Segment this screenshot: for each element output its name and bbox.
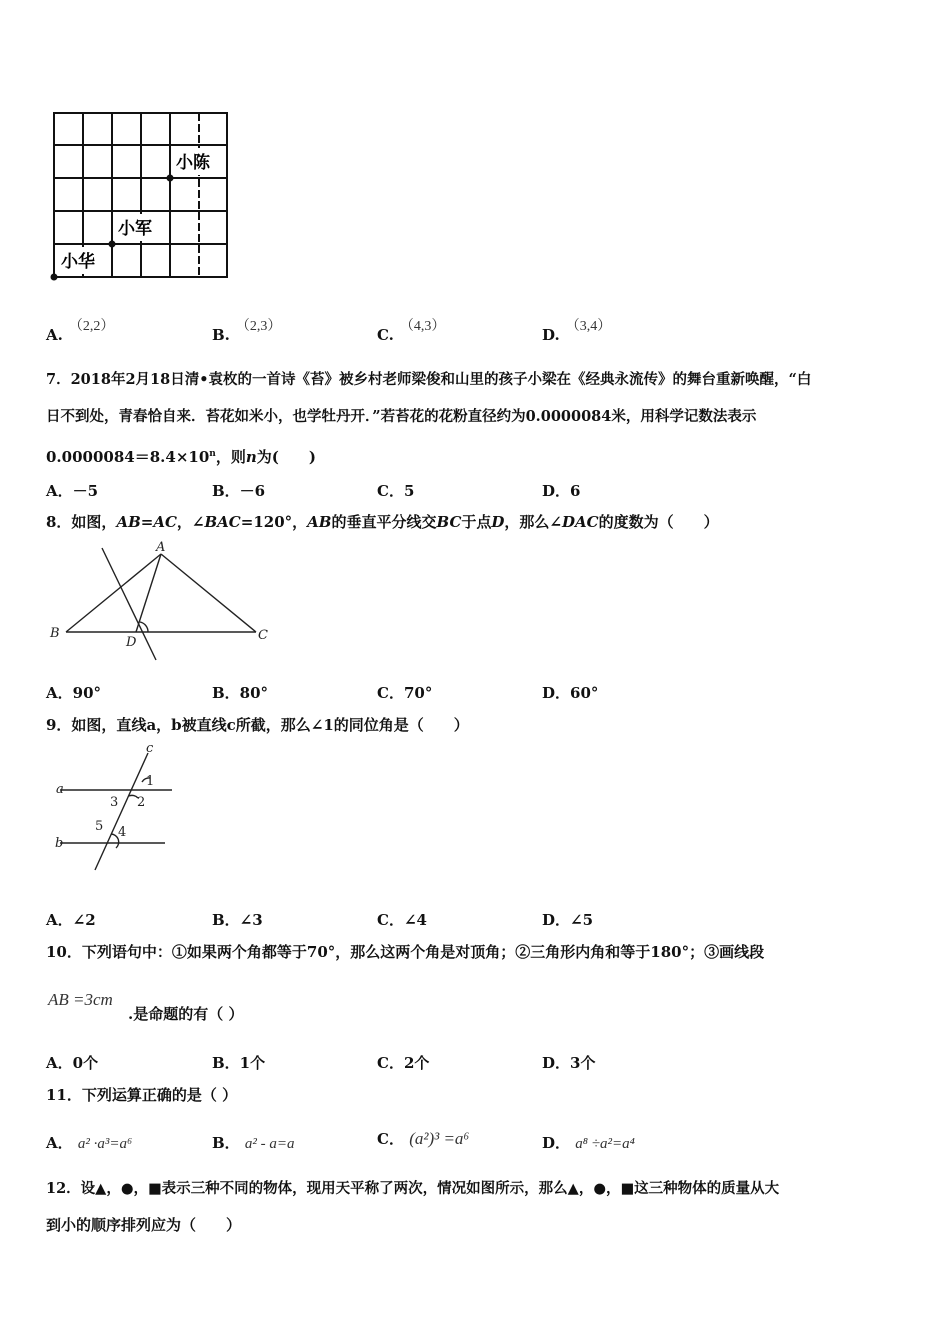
q7-line3: [46, 445, 316, 466]
angle-5-label: 5: [95, 819, 104, 834]
q8-text: 于点: [461, 513, 492, 531]
q8-math: BC: [436, 513, 462, 531]
q8-option-d[interactable]: D．60°: [542, 684, 599, 702]
q8-question: [46, 513, 719, 531]
q11-question: 11．下列运算正确的是（ ）: [46, 1086, 238, 1104]
q8-text: =120°，: [240, 513, 308, 531]
option-d[interactable]: [542, 319, 612, 345]
q8-text: ，∠: [176, 513, 205, 531]
point-c-label: C: [258, 628, 268, 643]
option-letter: D．: [542, 1134, 571, 1152]
grid-figure: [50, 110, 235, 282]
q7-option-d[interactable]: D．6: [542, 482, 581, 500]
option-value: （4,3）: [399, 319, 446, 334]
option-value: （2,2）: [68, 319, 115, 334]
option-letter: C.: [377, 326, 394, 344]
q7-option-a[interactable]: A．－5: [46, 482, 99, 500]
point-a-label: A: [156, 540, 166, 555]
option-formula: (a²)³ =a⁶: [409, 1129, 470, 1148]
angle-1-label: 1: [146, 774, 155, 789]
option-value: （3,4）: [565, 319, 612, 334]
q7-text: ，则: [215, 448, 246, 466]
q10-option-b[interactable]: B．1个: [212, 1054, 266, 1072]
option-letter: A.: [46, 326, 63, 344]
line-c-label: c: [146, 741, 154, 756]
q8-math: AB: [307, 513, 332, 531]
angle-4-label: 4: [118, 825, 127, 840]
q10-option-c[interactable]: C．2个: [377, 1054, 430, 1072]
q10-formula: AB =3cm: [48, 990, 113, 1009]
q12-line1: 12．设▲，●，■表示三种不同的物体，现用天平称了两次，情况如图所示，那么▲，●，■这三种物体的质量从大: [46, 1180, 780, 1197]
q12-line2: 到小的顺序排列应为（ ）: [46, 1216, 242, 1234]
q10-option-d[interactable]: D．3个: [542, 1054, 596, 1072]
option-letter: A．: [46, 1134, 73, 1152]
line-b-label: b: [55, 836, 64, 851]
q7-expression: 0.0000084＝8.4×10: [46, 448, 210, 466]
q11-option-b[interactable]: [212, 1132, 295, 1153]
q7-line2: 日不到处，青春恰自来．苔花如米小，也学牡丹开．”若苔花的花粉直径约为0.0000084米，用科学记数法表示: [46, 408, 757, 425]
q8-option-c[interactable]: C．70°: [377, 684, 433, 702]
q8-text: 的度数为（ ）: [598, 513, 719, 531]
option-letter: C．: [377, 1130, 404, 1148]
angle-3-label: 3: [110, 795, 119, 810]
option-a[interactable]: [46, 319, 115, 345]
option-formula: a² ·a³=a⁶: [77, 1136, 133, 1152]
q8-option-b[interactable]: B．80°: [212, 684, 269, 702]
q9-option-a[interactable]: A．∠2: [46, 911, 96, 929]
label-xiaochen: 小陈: [176, 153, 210, 173]
option-b[interactable]: [212, 319, 282, 345]
q10-line1: 10．下列语句中：①如果两个角都等于70°，那么这两个角是对顶角；②三角形内角和等于180°；③画线段: [46, 943, 765, 961]
option-formula: a² - a=a: [244, 1136, 295, 1152]
option-letter: D.: [542, 326, 560, 344]
q11-option-c[interactable]: [377, 1128, 469, 1149]
q8-math: DAC: [562, 513, 599, 531]
option-value: （2,3）: [235, 319, 282, 334]
q9-option-c[interactable]: C．∠4: [377, 911, 427, 929]
q7-option-c[interactable]: C．5: [377, 482, 415, 500]
line-a-label: a: [56, 782, 64, 797]
q8-option-a[interactable]: A．90°: [46, 684, 102, 702]
q7-text: 为( ): [256, 448, 316, 466]
q8-text: 的垂直平分线交: [331, 513, 437, 531]
point-b-label: B: [50, 626, 60, 641]
q7-line1: 7．2018年2月18日清•袁枚的一首诗《苔》被乡村老师梁俊和山里的孩子小梁在《经典永流传》的舞台重新唤醒，“白: [46, 371, 812, 388]
option-letter: B．: [212, 1134, 240, 1152]
q8-math: BAC: [204, 513, 241, 531]
q7-option-b[interactable]: B．－6: [212, 482, 266, 500]
triangle-figure: [46, 538, 274, 664]
point-d-label: D: [126, 635, 137, 650]
q8-math: D: [491, 513, 505, 531]
q8-text: ，那么∠: [504, 513, 562, 531]
angle-2-label: 2: [137, 795, 146, 810]
q8-math: AB=AC: [116, 513, 177, 531]
parallel-lines-figure: [50, 738, 180, 873]
q7-exponent: n: [209, 449, 216, 459]
label-xiaojun: 小军: [118, 219, 152, 239]
q7-variable: n: [245, 448, 257, 466]
q11-option-a[interactable]: [46, 1132, 132, 1153]
q9-question: 9．如图，直线a，b被直线c所截，那么∠1的同位角是（ ）: [46, 716, 469, 734]
q11-option-d[interactable]: [542, 1132, 635, 1153]
q9-option-d[interactable]: D．∠5: [542, 911, 594, 929]
option-c[interactable]: [377, 319, 446, 345]
option-letter: B.: [212, 326, 230, 344]
q8-text: 8．如图，: [46, 513, 117, 531]
q10-line2: .是命题的有（ ）: [128, 1005, 244, 1023]
q9-option-b[interactable]: B．∠3: [212, 911, 263, 929]
q10-option-a[interactable]: A．0个: [46, 1054, 99, 1072]
label-xiaohua: 小华: [61, 252, 95, 272]
option-formula: a⁸ ÷a²=a⁴: [575, 1136, 635, 1152]
